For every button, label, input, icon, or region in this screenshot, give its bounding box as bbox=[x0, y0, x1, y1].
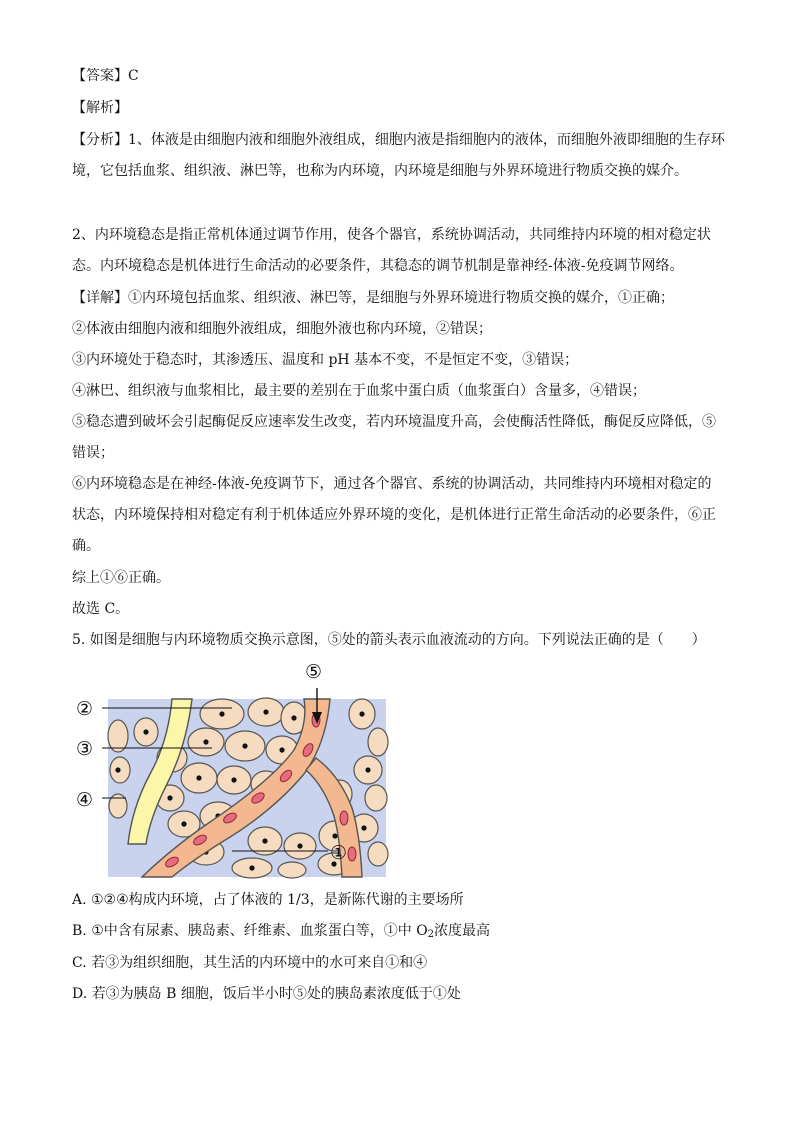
option-b bbox=[72, 921, 490, 945]
option-b-subscript: 2 bbox=[427, 929, 435, 940]
label-5: ⑤ bbox=[305, 661, 323, 683]
option-b-text: B. ①中含有尿素、胰岛素、纤维素、血浆蛋白等，①中 O bbox=[72, 923, 428, 939]
analysis-line: 态。内环境稳态是机体进行生命活动的必要条件，其稳态的调节机制是靠神经-体液-免疫调节网络。 bbox=[72, 258, 684, 274]
answer-line bbox=[72, 66, 139, 86]
detail-line: ④淋巴、组织液与血浆相比，最主要的差别在于血浆中蛋白质（血浆蛋白）含量多，④错误； bbox=[72, 383, 646, 399]
label-4: ④ bbox=[76, 789, 94, 811]
option-a: A. ①②④构成内环境，占了体液的 1/3，是新陈代谢的主要场所 bbox=[72, 892, 464, 908]
detail-line: ⑤稳态遭到破坏会引起酶促反应速率发生改变，若内环境温度升高，会使酶活性降低，酶促反应降低，⑤ bbox=[72, 414, 716, 430]
answer-value: C bbox=[128, 68, 139, 84]
detail-line: 状态，内环境保持相对稳定有利于机体适应外界环境的变化，是机体进行正常生命活动的必要条件，⑥正 bbox=[72, 507, 716, 523]
option-d: D. 若③为胰岛 B 细胞，饭后半小时⑤处的胰岛素浓度低于①处 bbox=[72, 986, 461, 1002]
detail-line: 确。 bbox=[72, 538, 100, 554]
analysis-line: 境，它包括血浆、组织液、淋巴等，也称为内环境，内环境是细胞与外界环境进行物质交换的媒介。 bbox=[72, 163, 688, 179]
label-1: ① bbox=[330, 842, 348, 864]
option-b-text-end: 浓度最高 bbox=[434, 923, 491, 939]
detail-summary: 综上①⑥正确。 bbox=[72, 570, 170, 586]
detail-line: ②体液由细胞内液和细胞外液组成，细胞外液也称内环境，②错误； bbox=[72, 321, 492, 337]
analysis-heading: 【解析】 bbox=[72, 100, 128, 116]
detail-choice: 故选 C。 bbox=[72, 601, 130, 617]
detail-line: ③内环境处于稳态时，其渗透压、温度和 pH 基本不变，不是恒定不变，③错误； bbox=[72, 352, 579, 368]
detail-line: 【详解】①内环境包括血浆、组织液、淋巴等，是细胞与外界环境进行物质交换的媒介，①正确； bbox=[72, 290, 674, 306]
label-2: ② bbox=[76, 698, 94, 720]
question-stem: 5. 如图是细胞与内环境物质交换示意图，⑤处的箭头表示血液流动的方向。下列说法正确的是（ ） bbox=[72, 632, 706, 648]
analysis-line: 【分析】1、体液是由细胞内液和细胞外液组成，细胞内液是指细胞内的液体，而细胞外液即细胞的生存环 bbox=[72, 132, 725, 148]
option-c: C. 若③为组织细胞，其生活的内环境中的水可来自①和④ bbox=[72, 955, 428, 971]
label-3: ③ bbox=[76, 738, 94, 760]
detail-line: 错误； bbox=[72, 445, 114, 461]
analysis-line: 2、内环境稳态是指正常机体通过调节作用，使各个器官，系统协调活动，共同维持内环境的相对稳定状 bbox=[72, 227, 711, 243]
detail-line: ⑥内环境稳态是在神经-体液-免疫调节下，通过各个器官、系统的协调活动，共同维持内环境相对稳定的 bbox=[72, 476, 712, 492]
answer-label: 【答案】 bbox=[72, 68, 128, 84]
exchange-diagram bbox=[72, 658, 392, 880]
